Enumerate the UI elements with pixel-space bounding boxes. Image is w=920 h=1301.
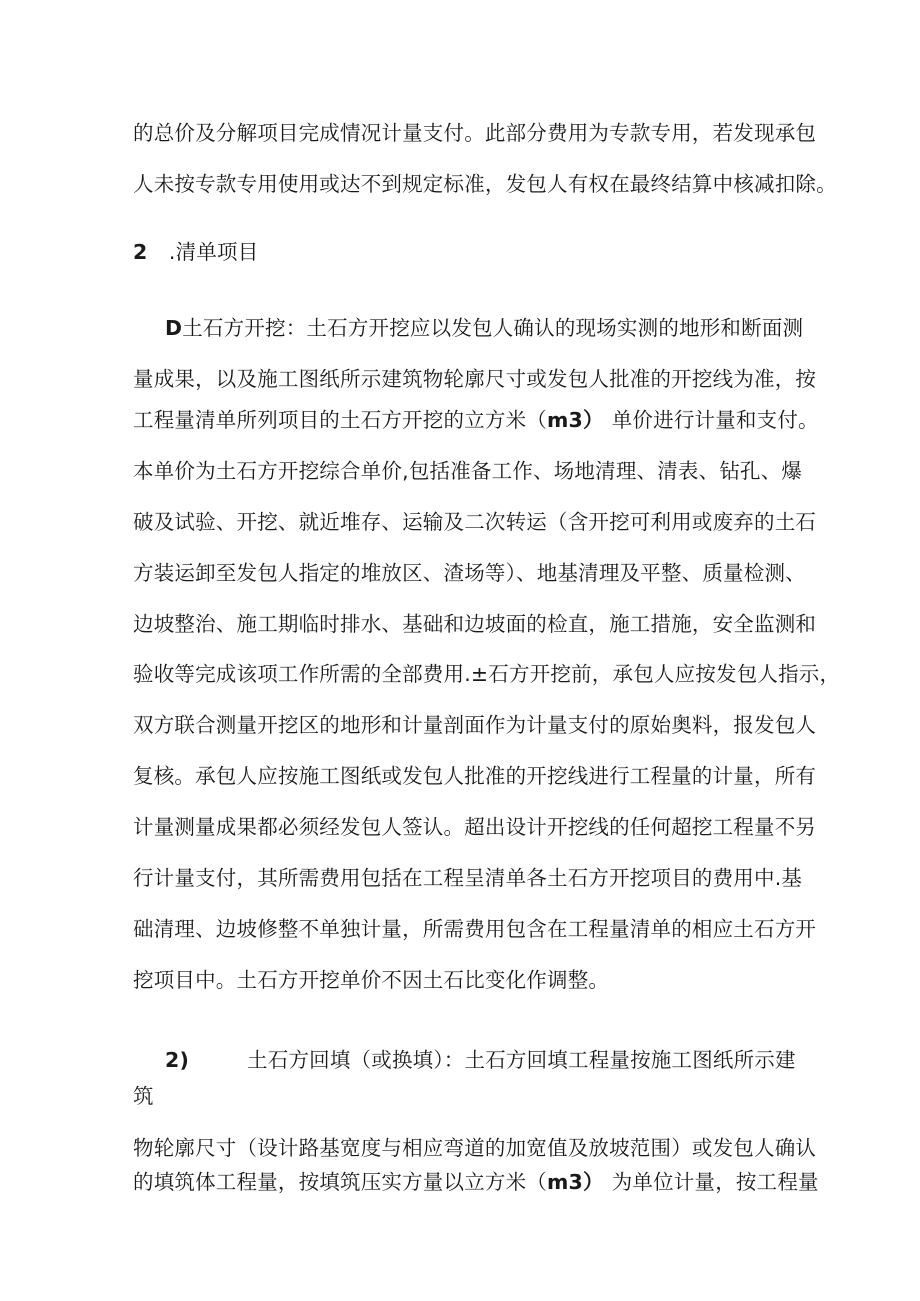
item2-title-line bbox=[165, 1046, 796, 1074]
section-title: .清单项目 bbox=[168, 240, 259, 264]
item1-line-4: 本单价为土石方开挖综合单价,包括准备工作、场地清理、清表、钻孔、爆 bbox=[133, 459, 803, 483]
item1-line-7: 边坡整治、施工期临时排水、基础和边坡面的检直，施工措施，安全监测和 bbox=[133, 612, 817, 636]
item2-line-2-text: 的填筑体工程量，按填筑压实方量以立方米（ bbox=[133, 1170, 547, 1194]
item1-line-14: 挖项目中。土石方开挖单价不因土石比变化作调整。 bbox=[133, 968, 610, 992]
item1-line-8: 验收等完成该项工作所需的全部费用.±石方开挖前，承包人应按发包人指示， bbox=[133, 662, 841, 686]
item1-line-11: 计量测量成果都必须经发包人签认。超出设计开挖线的任何超挖工程量不另 bbox=[133, 815, 817, 839]
item2-line-2 bbox=[133, 1168, 819, 1196]
item2-unit: m3） bbox=[547, 1170, 604, 1194]
item2-title-text: 土石方回填（或换填）：土石方回填工程量按施工图纸所示建 bbox=[247, 1048, 796, 1072]
item1-line-1 bbox=[165, 314, 803, 342]
section-heading bbox=[133, 238, 258, 266]
item1-line-13: 础清理、边坡修整不单独计量，所需费用包含在工程量清单的相应土石方开 bbox=[133, 917, 817, 941]
item1-line-12: 行计量支付，其所需费用包括在工程呈清单各土石方开挖项目的费用中.基 bbox=[133, 866, 803, 890]
item2-line-1: 物轮廓尺寸（设计路基宽度与相应弯道的加宽值及放坡范围）或发包人确认 bbox=[133, 1136, 817, 1160]
item2-marker: 2) bbox=[165, 1048, 190, 1072]
item1-line-3 bbox=[133, 406, 819, 434]
item1-marker: D bbox=[165, 316, 183, 340]
item1-line-6: 方装运卸至发包人指定的堆放区、渣场等）、地基清理及平整、质量检测、 bbox=[133, 561, 806, 585]
item1-line-5: 破及试验、开挖、就近堆存、运输及二次转运（含开挖可利用或废弃的土石 bbox=[133, 510, 817, 534]
section-number: 2 bbox=[133, 240, 148, 264]
item2-line-2-tail: 为单位计量，按工程量 bbox=[611, 1170, 819, 1194]
item1-line-2: 量成果，以及施工图纸所示建筑物轮廓尺寸或发包人批准的开挖线为准，按 bbox=[133, 367, 817, 391]
intro-line-2: 人未按专款专用使用或达不到规定标准，发包人有权在最终结算中核减扣除。 bbox=[133, 172, 837, 196]
item1-line-3-tail: 单价进行计量和支付。 bbox=[611, 408, 819, 432]
item2-wrap-line: 筑 bbox=[133, 1084, 154, 1108]
item1-line-10: 复核。承包人应按施工图纸或发包人批准的开挖线进行工程量的计量，所有 bbox=[133, 764, 817, 788]
item1-line-3-text: 工程量清单所列项目的土石方开挖的立方米（ bbox=[133, 408, 547, 432]
item1-unit: m3） bbox=[547, 408, 604, 432]
intro-line-1: 的总价及分解项目完成情况计量支付。此部分费用为专款专用，若发现承包 bbox=[133, 121, 817, 145]
item1-line-1-text: 土石方开挖：土石方开挖应以发包人确认的现场实测的地形和断面测 bbox=[182, 316, 804, 340]
item1-line-9: 双方联合测量开挖区的地形和计量剖面作为计量支付的原始奥料，报发包人 bbox=[133, 713, 817, 737]
